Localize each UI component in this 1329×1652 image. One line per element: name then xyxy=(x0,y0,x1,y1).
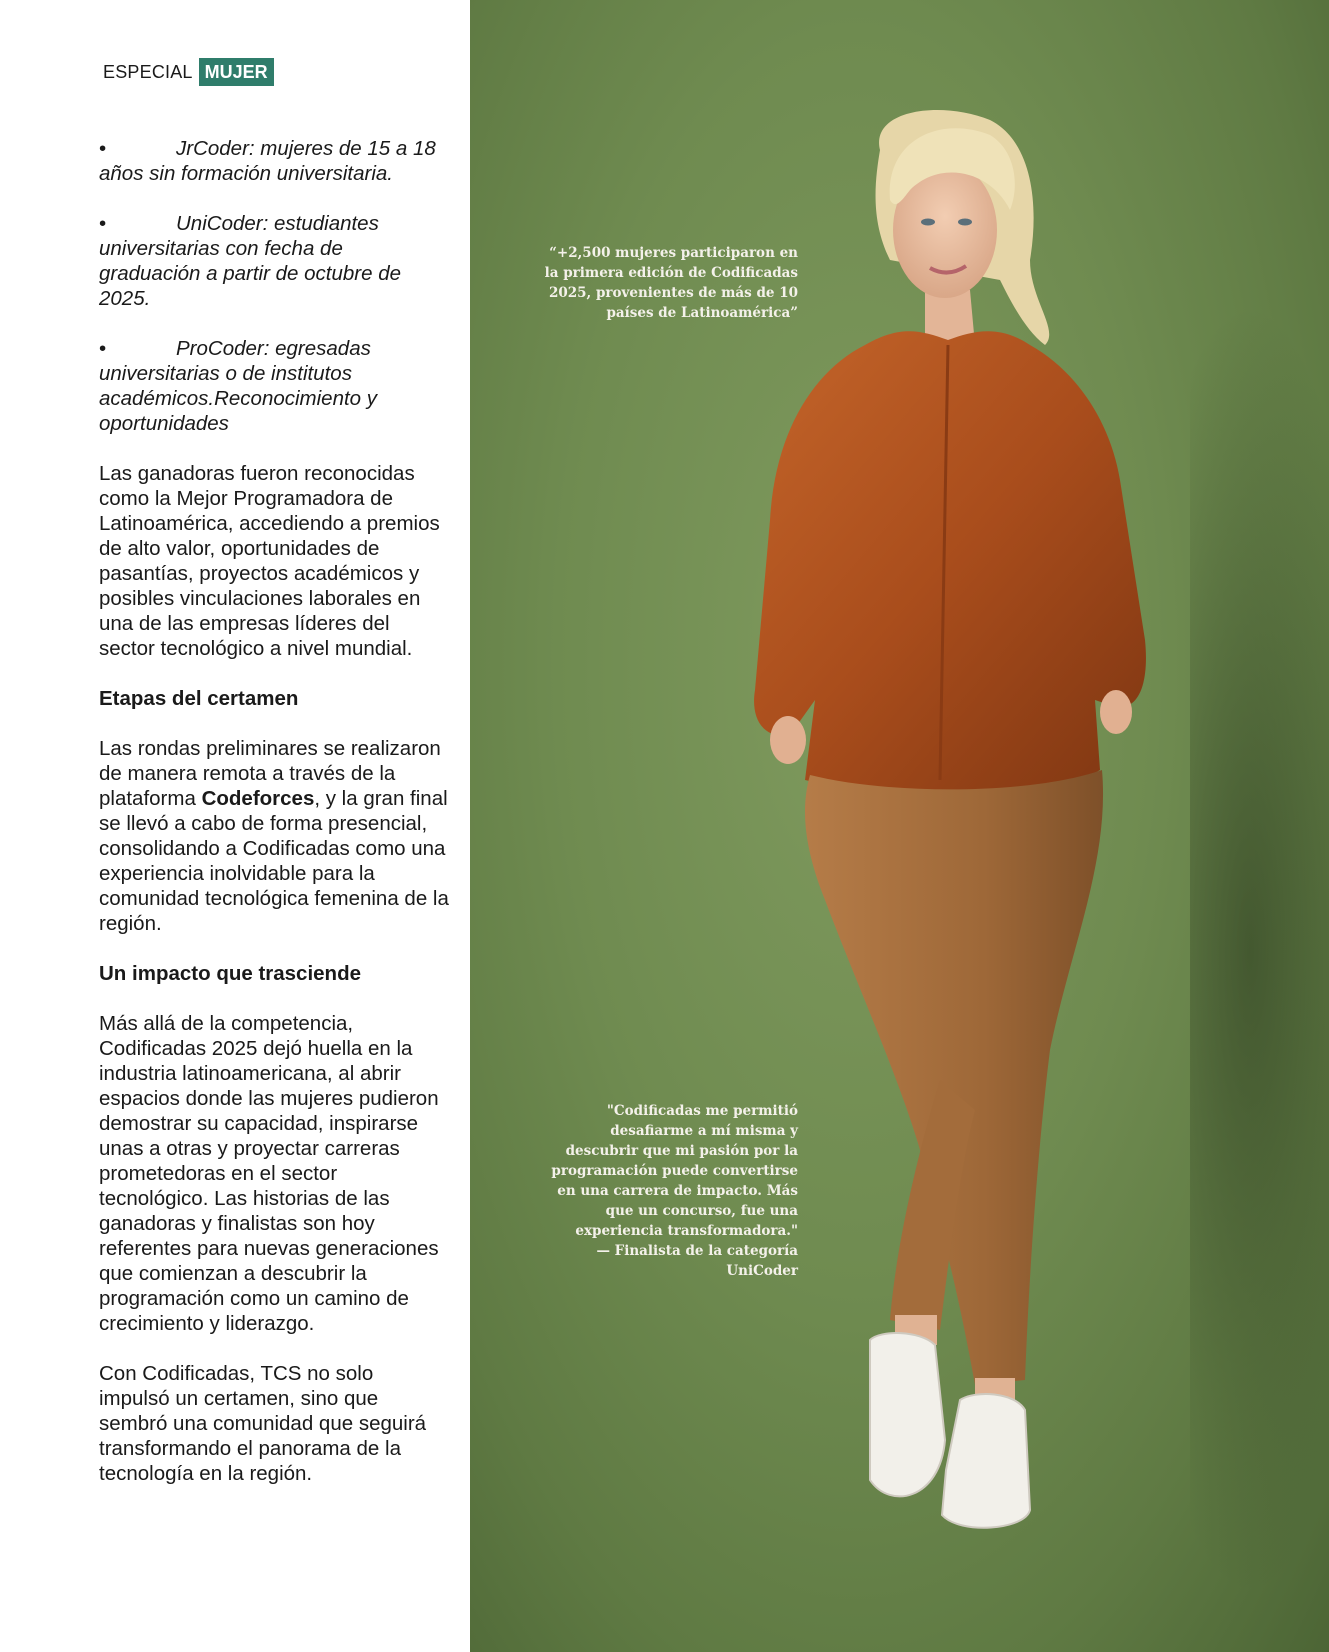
stages-bold-word: Codeforces xyxy=(201,787,315,810)
testimonial-text: "Codificadas me permitió desafiarme a mí misma y descubrir que mi pasión por la programación puede convertirse en una carrera de impacto. Más que un concurso, fue una experiencia transformadora." xyxy=(551,1103,798,1239)
list-item xyxy=(99,136,449,186)
bullet-symbol: • xyxy=(99,212,107,235)
subheading-stages: Etapas del certamen xyxy=(99,687,299,710)
section-badge: MUJER xyxy=(199,58,274,86)
list-item xyxy=(99,336,449,436)
article-body xyxy=(99,136,449,1511)
paragraph-impact-2: Con Codificadas, TCS no solo impulsó un certamen, sino que sembró una comunidad que seguirá transformando el panorama de la tecnología en la región. xyxy=(99,1362,427,1485)
pull-quote-stats: “+2,500 mujeres participaron en la primera edición de Codificadas 2025, provenientes de más de 10 países de Latinoamérica” xyxy=(544,245,798,321)
section-header xyxy=(103,58,274,86)
stages-text-before: Las rondas preliminares se realizaron de manera remota a través de la plataforma xyxy=(99,737,441,810)
paragraph-winners: Las ganadoras fueron reconocidas como la Mejor Programadora de Latinoamérica, accediendo a premios de alto valor, oportunidades de pasantías, proyectos académicos y posibles vinculaciones laborales en una de las empresas líderes del sector tecnológico a nivel mundial. xyxy=(99,462,440,660)
bullet-text: ProCoder: egresadas universitarias o de institutos académicos.Reconocimiento y oportunidades xyxy=(99,337,378,435)
section-label: ESPECIAL xyxy=(103,61,193,82)
text-column xyxy=(0,0,470,1652)
portrait-photo xyxy=(470,0,1329,1652)
bullet-symbol: • xyxy=(99,337,107,360)
pull-quote-testimonial xyxy=(540,1101,798,1281)
bullet-text: JrCoder: mujeres de 15 a 18 años sin formación universitaria. xyxy=(99,137,436,185)
stages-text-after: , y la gran final se llevó a cabo de forma presencial, consolidando a Codificadas como una experiencia inolvidable para la comunidad tecnológica femenina de la región. xyxy=(99,787,449,935)
paragraph-stages xyxy=(99,736,449,936)
bullet-text: UniCoder: estudiantes universitarias con fecha de graduación a partir de octubre de 2025. xyxy=(99,212,402,310)
subheading-impact: Un impacto que trasciende xyxy=(99,962,362,985)
testimonial-attribution: — Finalista de la categoría UniCoder xyxy=(596,1243,798,1279)
bullet-symbol: • xyxy=(99,137,107,160)
list-item xyxy=(99,211,449,311)
paragraph-impact-1: Más allá de la competencia, Codificadas 2025 dejó huella en la industria latinoamericana, al abrir espacios donde las mujeres pudieron demostrar su capacidad, inspirarse unas a otras y proyectar carreras prometedoras en el sector tecnológico. Las historias de las ganadoras y finalistas son hoy referentes para nuevas generaciones que comienzan a descubrir la programación como un camino de crecimiento y liderazgo. xyxy=(99,1012,439,1335)
